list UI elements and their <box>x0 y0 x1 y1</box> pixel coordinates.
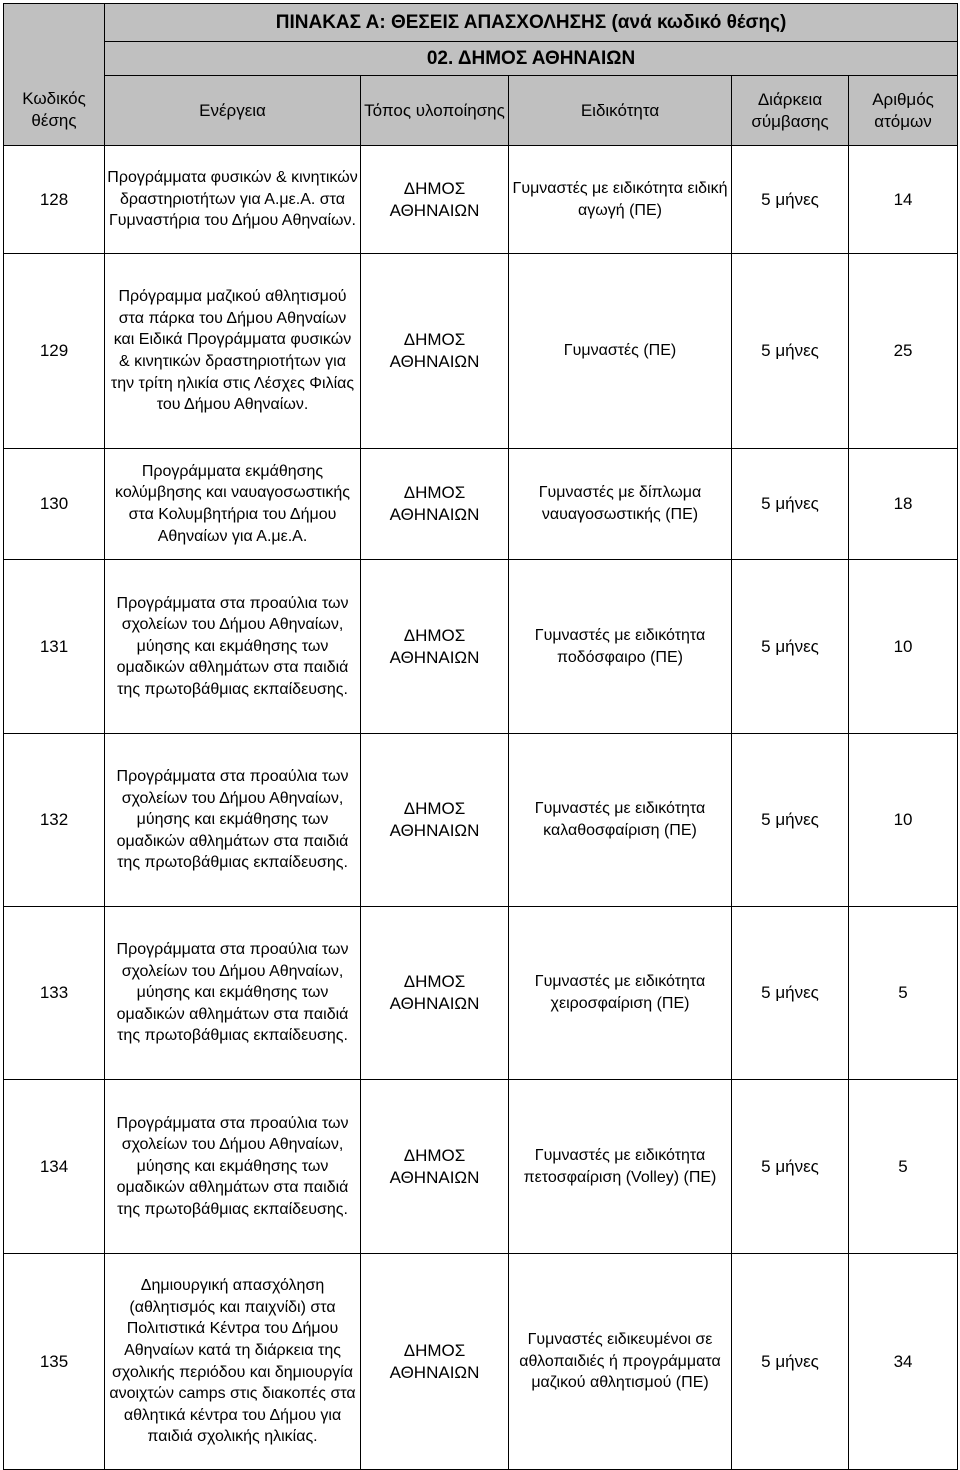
row-code: 134 <box>4 1080 105 1254</box>
table-row <box>4 1254 958 1470</box>
row-specialty: Γυμναστές με ειδικότητα ειδική αγωγή (ΠΕ) <box>509 146 732 254</box>
row-duration: 5 μήνες <box>732 254 849 449</box>
header-place: Τόπος υλοποίησης <box>361 76 509 146</box>
table-row <box>4 449 958 560</box>
row-place: ΔΗΜΟΣ ΑΘΗΝΑΙΩΝ <box>361 734 509 907</box>
table-row <box>4 560 958 734</box>
row-specialty: Γυμναστές με ειδικότητα ποδόσφαιρο (ΠΕ) <box>509 560 732 734</box>
row-duration: 5 μήνες <box>732 734 849 907</box>
row-duration: 5 μήνες <box>732 449 849 560</box>
row-action: Προγράμματα στα προαύλια των σχολείων του Δήμου Αθηναίων, μύησης και εκμάθησης των ομαδικών αθλημάτων στα παιδιά της πρωτοβάθμιας εκπαίδευσης. <box>105 907 361 1080</box>
row-count: 25 <box>849 254 958 449</box>
row-place: ΔΗΜΟΣ ΑΘΗΝΑΙΩΝ <box>361 560 509 734</box>
row-count: 14 <box>849 146 958 254</box>
row-place: ΔΗΜΟΣ ΑΘΗΝΑΙΩΝ <box>361 254 509 449</box>
row-code: 132 <box>4 734 105 907</box>
row-count: 10 <box>849 560 958 734</box>
row-place: ΔΗΜΟΣ ΑΘΗΝΑΙΩΝ <box>361 146 509 254</box>
row-code: 133 <box>4 907 105 1080</box>
row-action: Προγράμματα φυσικών & κινητικών δραστηριοτήτων για Α.με.Α. στα Γυμναστήρια του Δήμου Αθηναίων. <box>105 146 361 254</box>
row-count: 5 <box>849 907 958 1080</box>
row-code: 131 <box>4 560 105 734</box>
row-code: 128 <box>4 146 105 254</box>
row-place: ΔΗΜΟΣ ΑΘΗΝΑΙΩΝ <box>361 449 509 560</box>
row-action: Προγράμματα εκμάθησης κολύμβησης και ναυαγοσωστικής στα Κολυμβητήρια του Δήμου Αθηναίων για Α.με.Α. <box>105 449 361 560</box>
row-specialty: Γυμναστές με ειδικότητα πετοσφαίριση (Volley) (ΠΕ) <box>509 1080 732 1254</box>
row-code: 129 <box>4 254 105 449</box>
row-specialty: Γυμναστές με δίπλωμα ναυαγοσωστικής (ΠΕ) <box>509 449 732 560</box>
row-action: Προγράμματα στα προαύλια των σχολείων του Δήμου Αθηναίων, μύησης και εκμάθησης των ομαδικών αθλημάτων στα παιδιά της πρωτοβάθμιας εκπαίδευσης. <box>105 734 361 907</box>
row-specialty: Γυμναστές με ειδικότητα χειροσφαίριση (ΠΕ) <box>509 907 732 1080</box>
row-action: Πρόγραμμα μαζικού αθλητισμού στα πάρκα του Δήμου Αθηναίων και Ειδικά Προγράμματα φυσικών & κινητικών δραστηριοτήτων για την τρίτη ηλικία στις Λέσχες Φιλίας του Δήμου Αθηναίων. <box>105 254 361 449</box>
row-specialty: Γυμναστές ειδικευμένοι σε αθλοπαιδιές ή προγράμματα μαζικού αθλητισμού (ΠΕ) <box>509 1254 732 1470</box>
row-specialty: Γυμναστές (ΠΕ) <box>509 254 732 449</box>
row-duration: 5 μήνες <box>732 560 849 734</box>
row-count: 5 <box>849 1080 958 1254</box>
row-code: 135 <box>4 1254 105 1470</box>
row-count: 18 <box>849 449 958 560</box>
row-place: ΔΗΜΟΣ ΑΘΗΝΑΙΩΝ <box>361 907 509 1080</box>
document-sheet <box>3 3 957 1470</box>
row-duration: 5 μήνες <box>732 907 849 1080</box>
row-duration: 5 μήνες <box>732 146 849 254</box>
row-count: 10 <box>849 734 958 907</box>
table-row <box>4 146 958 254</box>
header-action: Ενέργεια <box>105 76 361 146</box>
row-place: ΔΗΜΟΣ ΑΘΗΝΑΙΩΝ <box>361 1254 509 1470</box>
table-subtitle: 02. ΔΗΜΟΣ ΑΘΗΝΑΙΩΝ <box>105 42 958 76</box>
row-action: Δημιουργική απασχόληση (αθλητισμός και παιχνίδι) στα Πολιτιστικά Κέντρα του Δήμου Αθηναίων κατά τη διάρκεια της σχολικής περιόδου και δημιουργία ανοιχτών camps στις διακοπές στα αθλητικά κέντρα του Δήμου για παιδιά σχολικής ηλικίας. <box>105 1254 361 1470</box>
header-specialty: Ειδικότητα <box>509 76 732 146</box>
row-duration: 5 μήνες <box>732 1254 849 1470</box>
header-count: Αριθμός ατόμων <box>849 76 958 146</box>
row-action: Προγράμματα στα προαύλια των σχολείων του Δήμου Αθηναίων, μύησης και εκμάθησης των ομαδικών αθλημάτων στα παιδιά της πρωτοβάθμιας εκπαίδευσης. <box>105 560 361 734</box>
row-action: Προγράμματα στα προαύλια των σχολείων του Δήμου Αθηναίων, μύησης και εκμάθησης των ομαδικών αθλημάτων στα παιδιά της πρωτοβάθμιας εκπαίδευσης. <box>105 1080 361 1254</box>
row-specialty: Γυμναστές με ειδικότητα καλαθοσφαίριση (ΠΕ) <box>509 734 732 907</box>
row-code: 130 <box>4 449 105 560</box>
header-duration: Διάρκεια σύμβασης <box>732 76 849 146</box>
table-row <box>4 254 958 449</box>
header-spacer <box>4 4 105 76</box>
table-title: ΠΙΝΑΚΑΣ Α: ΘΕΣΕΙΣ ΑΠΑΣΧΟΛΗΣΗΣ (ανά κωδικό θέσης) <box>105 4 958 42</box>
table-row <box>4 907 958 1080</box>
row-count: 34 <box>849 1254 958 1470</box>
table-row <box>4 1080 958 1254</box>
positions-table <box>3 3 958 1470</box>
table-row <box>4 734 958 907</box>
row-duration: 5 μήνες <box>732 1080 849 1254</box>
row-place: ΔΗΜΟΣ ΑΘΗΝΑΙΩΝ <box>361 1080 509 1254</box>
header-code: Κωδικός θέσης <box>4 76 105 146</box>
